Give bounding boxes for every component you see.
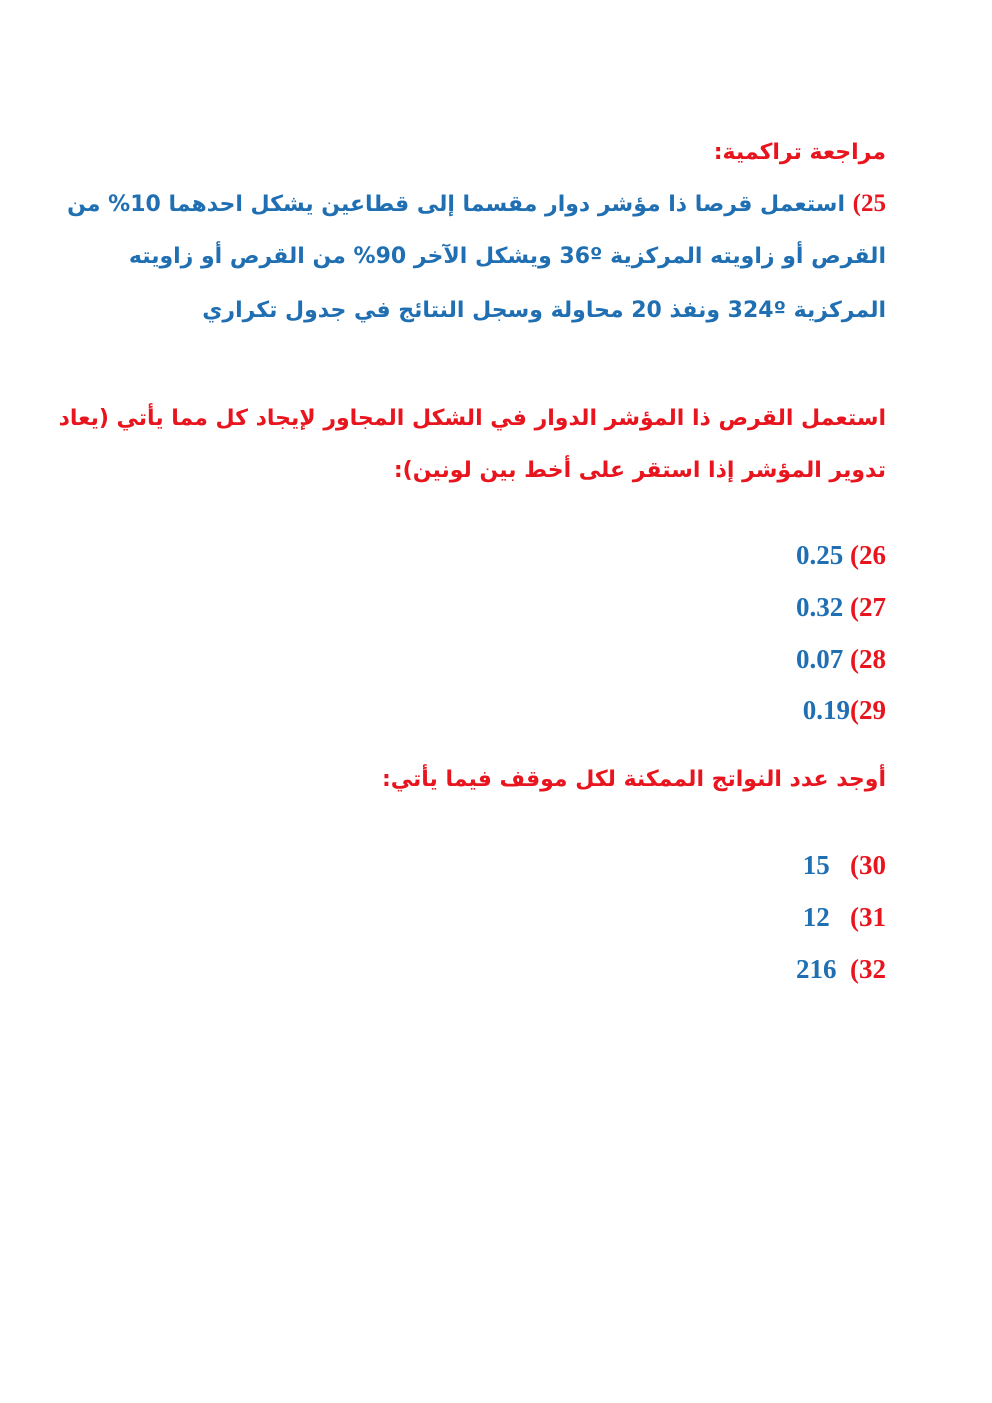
answer-32 bbox=[769, 921, 886, 1017]
answer-label: (26 bbox=[843, 540, 886, 570]
answer-label: (32 bbox=[836, 954, 886, 984]
answer-label: (27 bbox=[843, 592, 886, 622]
problem-25-line-2: القرص أو زاويته المركزية 36º ويشكل الآخر 90% من القرص أو زاويته bbox=[128, 244, 886, 269]
answer-value: 0.25 bbox=[796, 540, 844, 570]
problem-25-line-3: المركزية 324º ونفذ 20 محاولة وسجل النتائج في جدول تكراري bbox=[202, 298, 886, 323]
answer-value: 0.19 bbox=[802, 695, 850, 725]
answer-label: (30 bbox=[829, 850, 886, 880]
answer-value: 0.07 bbox=[796, 644, 844, 674]
section-2-line-2: تدوير المؤشر إذا استقر على أخط بين لونين): bbox=[393, 458, 886, 483]
answer-label: (31 bbox=[829, 902, 886, 932]
answer-value: 12 bbox=[802, 902, 830, 932]
answer-label: (28 bbox=[843, 644, 886, 674]
answer-label: (29 bbox=[850, 695, 886, 725]
section-2-line-1: استعمل القرص ذا المؤشر الدوار في الشكل المجاور لإيجاد كل مما يأتي (يعاد bbox=[58, 406, 886, 431]
answer-value: 15 bbox=[802, 850, 830, 880]
problem-25-text-1: استعمل قرصا ذا مؤشر دوار مقسما إلى قطاعين يشكل احدهما 10% من bbox=[67, 192, 845, 217]
section-3-line-1: أوجد عدد النواتج الممكنة لكل موقف فيما يأتي: bbox=[381, 767, 886, 792]
answer-29 bbox=[776, 662, 886, 758]
problem-25-line-1 bbox=[67, 190, 886, 219]
answer-value: 0.32 bbox=[796, 592, 844, 622]
problem-25-number: 25) bbox=[852, 190, 886, 217]
section-heading: مراجعة تراكمية: bbox=[713, 140, 886, 165]
answer-value: 216 bbox=[796, 954, 837, 984]
